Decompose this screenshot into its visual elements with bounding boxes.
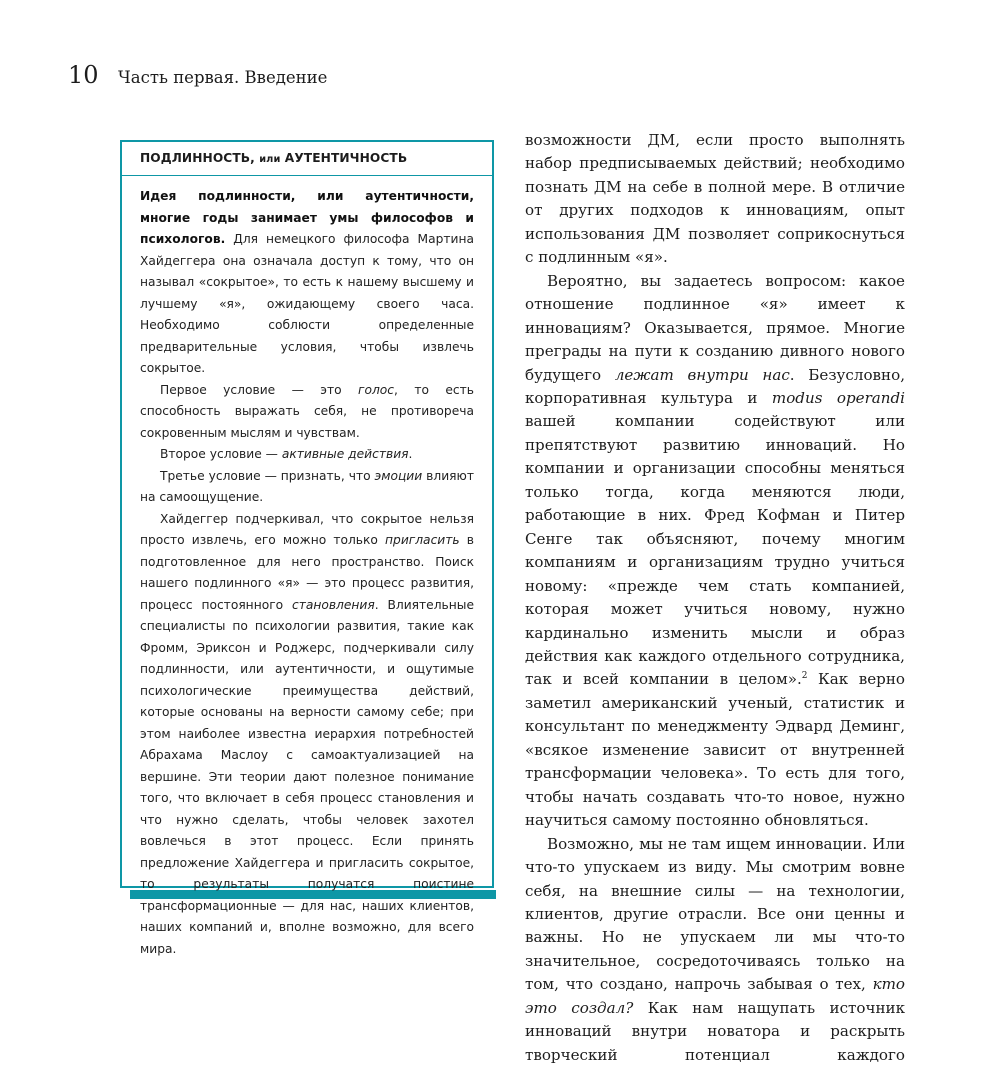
page-number: 10 [68,61,99,89]
main-text: . Безусловно, корпоративная культура и [525,365,906,407]
sidebar-emphasis: активные действия [281,447,409,461]
sidebar-title-part2: АУТЕНТИЧНОСТЬ [280,151,408,165]
sidebar-paragraph [140,466,474,509]
sidebar-text: влияют на самоощущение. [140,468,474,504]
main-text: Как нам нащупать источник инноваций внутри новатора и раскрыть творческий потенциал каждого [525,998,906,1064]
footnote-marker[interactable]: 2 [801,671,808,682]
main-emphasis: кто это создал? [525,975,905,1017]
sidebar-emphasis: пригласить [385,533,460,547]
sidebar-body [140,186,474,960]
sidebar-title-bar [122,142,492,176]
sidebar-paragraph [140,186,474,380]
main-text: Возможно, мы не там ищем инновации. Или что-то упускаем из виду. Мы смотрим вовне себя, на внешние силы — на технологии, клиентов, другие отрасли. Все они ценны и важны. Но не упускаем ли мы что-то значительное, сосредоточиваясь только на том, что создано, напрочь забывая о тех, [525,834,905,994]
sidebar-paragraph [140,444,474,466]
sidebar-text: в подготовленное для него пространство. Поиск нашего подлинного «я» — это процесс развития, процесс постоянного [140,533,474,612]
sidebar-lead: Идея подлинности, или аутентичности, многие годы занимает умы философов и психологов. [140,189,474,246]
sidebar-title-or: или [259,154,281,165]
main-emphasis: modus operandi [771,388,905,407]
main-text: Как верно заметил американский ученый, статистик и консультант по менеджменту Эдвард Деминг, «всякое изменение зависит от внутренней трансформации человека». То есть для того, чтобы начать создавать что-то новое, нужно научиться самому постоянно обновляться. [525,670,905,830]
main-column [525,129,905,1067]
sidebar-emphasis: эмоции [374,468,423,483]
sidebar-text: . [408,447,413,461]
main-emphasis: лежат внутри нас [614,365,790,384]
sidebar-text: Второе условие — [160,447,282,461]
sidebar-text: . Влиятельные специалисты по психологии развития, такие как Фромм, Эриксон и Роджерс, подчеркивали силу подлинности, или аутентичности, и ощутимые психологические преимущества действий, которые основаны на верности самому себе; при этом наиболее известна иерархия потребностей Абрахама Маслоу с самоактуализацией на вершине. Эти теории дают полезное понимание того, что включает в себя процесс становления и что нужно сделать, чтобы человек захотел вовлечься в этот процесс. Если принять предложение Хайдеггера и пригласить сокрытое, то результаты получатся поистине трансформационные — для нас, наших клиентов, наших компаний и, вполне возможно, для всего мира. [140,597,474,956]
main-paragraph [525,270,905,833]
sidebar-text: Первое условие — это [160,382,359,397]
main-paragraph [525,833,905,1067]
main-text: Вероятно, вы задаетесь вопросом: какое отношение подлинное «я» имеет к инновациям? Оказывается, прямое. Многие преграды на пути к созданию дивного нового будущего [525,271,905,384]
running-head: Часть первая. Введение [118,68,328,87]
sidebar-text: Хайдеггер подчеркивал, что сокрытое нельзя просто извлечь, его можно только [140,511,474,547]
sidebar-paragraph [140,509,474,961]
sidebar-title-part1: ПОДЛИННОСТЬ, [140,151,260,165]
sidebar-emphasis: становления [291,597,375,612]
sidebar-title [140,149,407,169]
main-text: вашей компании содействуют или препятствуют развитию инноваций. Но компании и организации способны меняться только тогда, когда меняются люди, работающие в них. Фред Кофман и Питер Сенге так объясняют, почему многим компаниям и организациям трудно учиться новому: «прежде чем стать компанией, которая может учиться новому, нужно кардинально изменить мысли и образ действия как каждого отдельного сотрудника, так и всей компании в целом». [525,412,905,689]
sidebar-box [120,140,494,956]
main-paragraph: возможности ДМ, если просто выполнять набор предписываемых действий; необходимо познать ДМ на себе в полной мере. В отличие от других подходов к инновациям, опыт использования ДМ позволяет соприкоснуться с подлинным «я». [525,131,905,267]
sidebar-emphasis: голос [358,382,395,397]
sidebar-text: Третье условие — признать, что [160,468,375,483]
sidebar-text: Для немецкого философа Мартина Хайдеггера она означала доступ к тому, что он называл «сокрытое», то есть к нашему высшему и лучшему «я», ожидающему своего часа. Необходимо соблюсти определенные предварительные условия, чтобы извлечь сокрытое. [140,232,474,375]
sidebar-text: , то есть способность выражать себя, не противореча сокровенным мыслям и чувствам. [140,382,474,440]
sidebar-paragraph [140,380,474,445]
